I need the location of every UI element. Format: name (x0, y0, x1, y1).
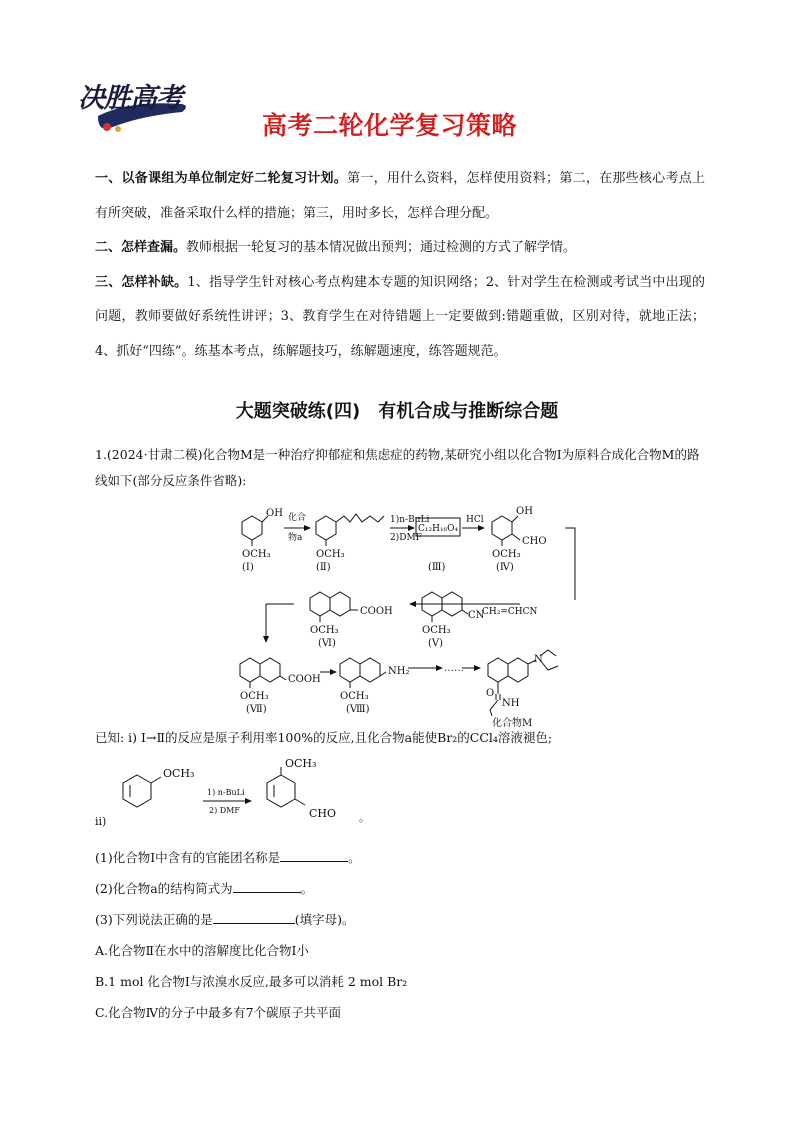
intro-section (95, 162, 705, 369)
intro-text: 教师根据一轮复习的基本情况做出预判；通过检测的方式了解学情。 (186, 240, 577, 255)
compound-8-structure (340, 658, 386, 688)
arrow2-reagent-top: 1)n-BuLi (390, 515, 430, 525)
compound-m-n: N (534, 654, 543, 665)
ii-arrow-bottom: 2) DMF (209, 806, 240, 815)
compound-1-label: (Ⅰ) (242, 562, 254, 573)
compound-m-o: O (486, 688, 495, 699)
question-text: (3)下列说法正确的是 (95, 912, 213, 927)
compound-6-cooh: COOH (360, 606, 393, 617)
ii-arrow-top: 1) n-BuLi (207, 788, 245, 797)
compound-4-och3: OCH₃ (492, 549, 521, 560)
compound-3-label: (Ⅲ) (428, 562, 446, 573)
product-och3: OCH₃ (285, 757, 317, 770)
compound-8-och3: OCH₃ (340, 691, 369, 702)
compound-6-structure (310, 592, 358, 622)
compound-3-formula: C₁₂H₁₆O₄ (418, 524, 459, 534)
compound-7-structure (240, 658, 286, 688)
reagent-acrylonitrile: CH₂=CHCN (482, 607, 538, 617)
answer-blank[interactable] (280, 849, 348, 862)
compound-4-oh: OH (516, 506, 533, 517)
page-title: 高考二轮化学复习策略 (262, 111, 518, 140)
compound-7-och3: OCH₃ (240, 691, 269, 702)
compound-8-nh2: NH₂ (388, 666, 410, 677)
compound-1-och3: OCH₃ (242, 549, 271, 560)
section-title: 大题突破练(四) 有机合成与推断综合题 (235, 401, 559, 422)
compound-m-nh: NH (502, 698, 520, 709)
known-reaction-ii (95, 755, 395, 835)
compound-1-oh: OH (266, 508, 283, 519)
product-cho: CHO (309, 807, 337, 820)
answer-blank[interactable] (233, 880, 301, 893)
answer-blank[interactable] (213, 911, 295, 924)
compound-2-structure (316, 514, 384, 546)
known-condition-i: 已知: ⅰ) Ⅰ→Ⅱ的反应是原子利用率100%的反应,且化合物a能使Br₂的CCl₄溶液褪色; (95, 730, 553, 745)
compound-5-label: (Ⅴ) (428, 638, 444, 649)
compound-6-och3: OCH₃ (310, 625, 339, 636)
intro-text: 1、指导学生针对核心考点构建本专题的知识网络；2、针对学生在检测或考试当中出现的问题，教师要做好系统性讲评；3、教育学生在对待错题上一定要做到:错题重做，区别对待，就地正法；4、抓好“四练”。练基本考点，练解题技巧，练解题速度，练答题规范。 (95, 274, 705, 359)
logo-text: 决胜高考 (78, 83, 182, 114)
ellipsis-steps: …… (444, 663, 464, 674)
arrow1-reagent-top: 化合 (288, 513, 307, 523)
question-tail: (填字母)。 (294, 912, 355, 927)
logo (70, 70, 200, 136)
question-2 (95, 873, 407, 904)
synthesis-scheme (230, 500, 650, 728)
compound-8-label: (Ⅷ) (346, 704, 370, 715)
compound-m-label: 化合物M (492, 718, 533, 728)
question-text: (2)化合物a的结构简式为 (95, 881, 233, 896)
known-ii-end: 。 (359, 811, 370, 824)
question-tail: 。 (300, 881, 314, 896)
intro-heading: 一、以备课组为单位制定好二轮复习计划。 (95, 171, 348, 186)
question-tail: 。 (348, 850, 361, 865)
intro-paragraph (95, 162, 705, 231)
problem-text: 1.(2024·甘肃二模)化合物M是一种治疗抑郁症和焦虑症的药物,某研究小组以化合物Ⅰ为原料合成化合物M的路线如下(部分反应条件省略): (95, 447, 700, 488)
compound-5-cn: CN (468, 610, 485, 621)
question-text: (1)化合物Ⅰ中含有的官能团名称是 (95, 850, 281, 865)
compound-4-label: (Ⅳ) (496, 562, 514, 573)
compound-m-structure (488, 650, 558, 716)
start-och3: OCH₃ (163, 767, 195, 780)
option-a: A.化合物Ⅱ在水中的溶解度比化合物Ⅰ小 (95, 943, 309, 958)
arrow3-reagent: HCl (466, 515, 484, 525)
question-1 (95, 842, 407, 873)
compound-5-och3: OCH₃ (422, 625, 451, 636)
arrow1-reagent-bottom: 物a (288, 533, 303, 543)
compound-5-structure (422, 592, 468, 622)
question-list (95, 842, 407, 1028)
compound-4-cho: CHO (522, 536, 547, 547)
compound-1-structure (242, 516, 268, 546)
compound-7-label: (Ⅶ) (246, 704, 267, 715)
compound-6-label: (Ⅵ) (318, 638, 336, 649)
compound-4-structure (492, 516, 520, 546)
intro-heading: 三、怎样补缺。 (95, 274, 188, 290)
option-c: C.化合物Ⅳ的分子中最多有7个碳原子共平面 (95, 1005, 342, 1020)
intro-paragraph (95, 231, 705, 266)
option-b: B.1 mol 化合物Ⅰ与浓溴水反应,最多可以消耗 2 mol Br₂ (95, 974, 408, 989)
known-ii-label: ⅱ) (95, 815, 107, 828)
arrow2-reagent-bottom: 2)DMF (390, 533, 422, 543)
compound-2-och3: OCH₃ (316, 549, 345, 560)
compound-2-label: (Ⅱ) (316, 562, 331, 573)
compound-7-cooh: COOH (288, 674, 321, 685)
intro-text: 第一，用什么资料，怎样使用资料；第二，在那些核心考点上有所突破，准备采取什么样的措施；第三，用时多长，怎样合理分配。 (95, 171, 705, 221)
intro-heading: 二、怎样查漏。 (95, 240, 187, 255)
intro-paragraph (95, 266, 705, 370)
problem-stem (95, 442, 710, 494)
question-3 (95, 904, 407, 935)
